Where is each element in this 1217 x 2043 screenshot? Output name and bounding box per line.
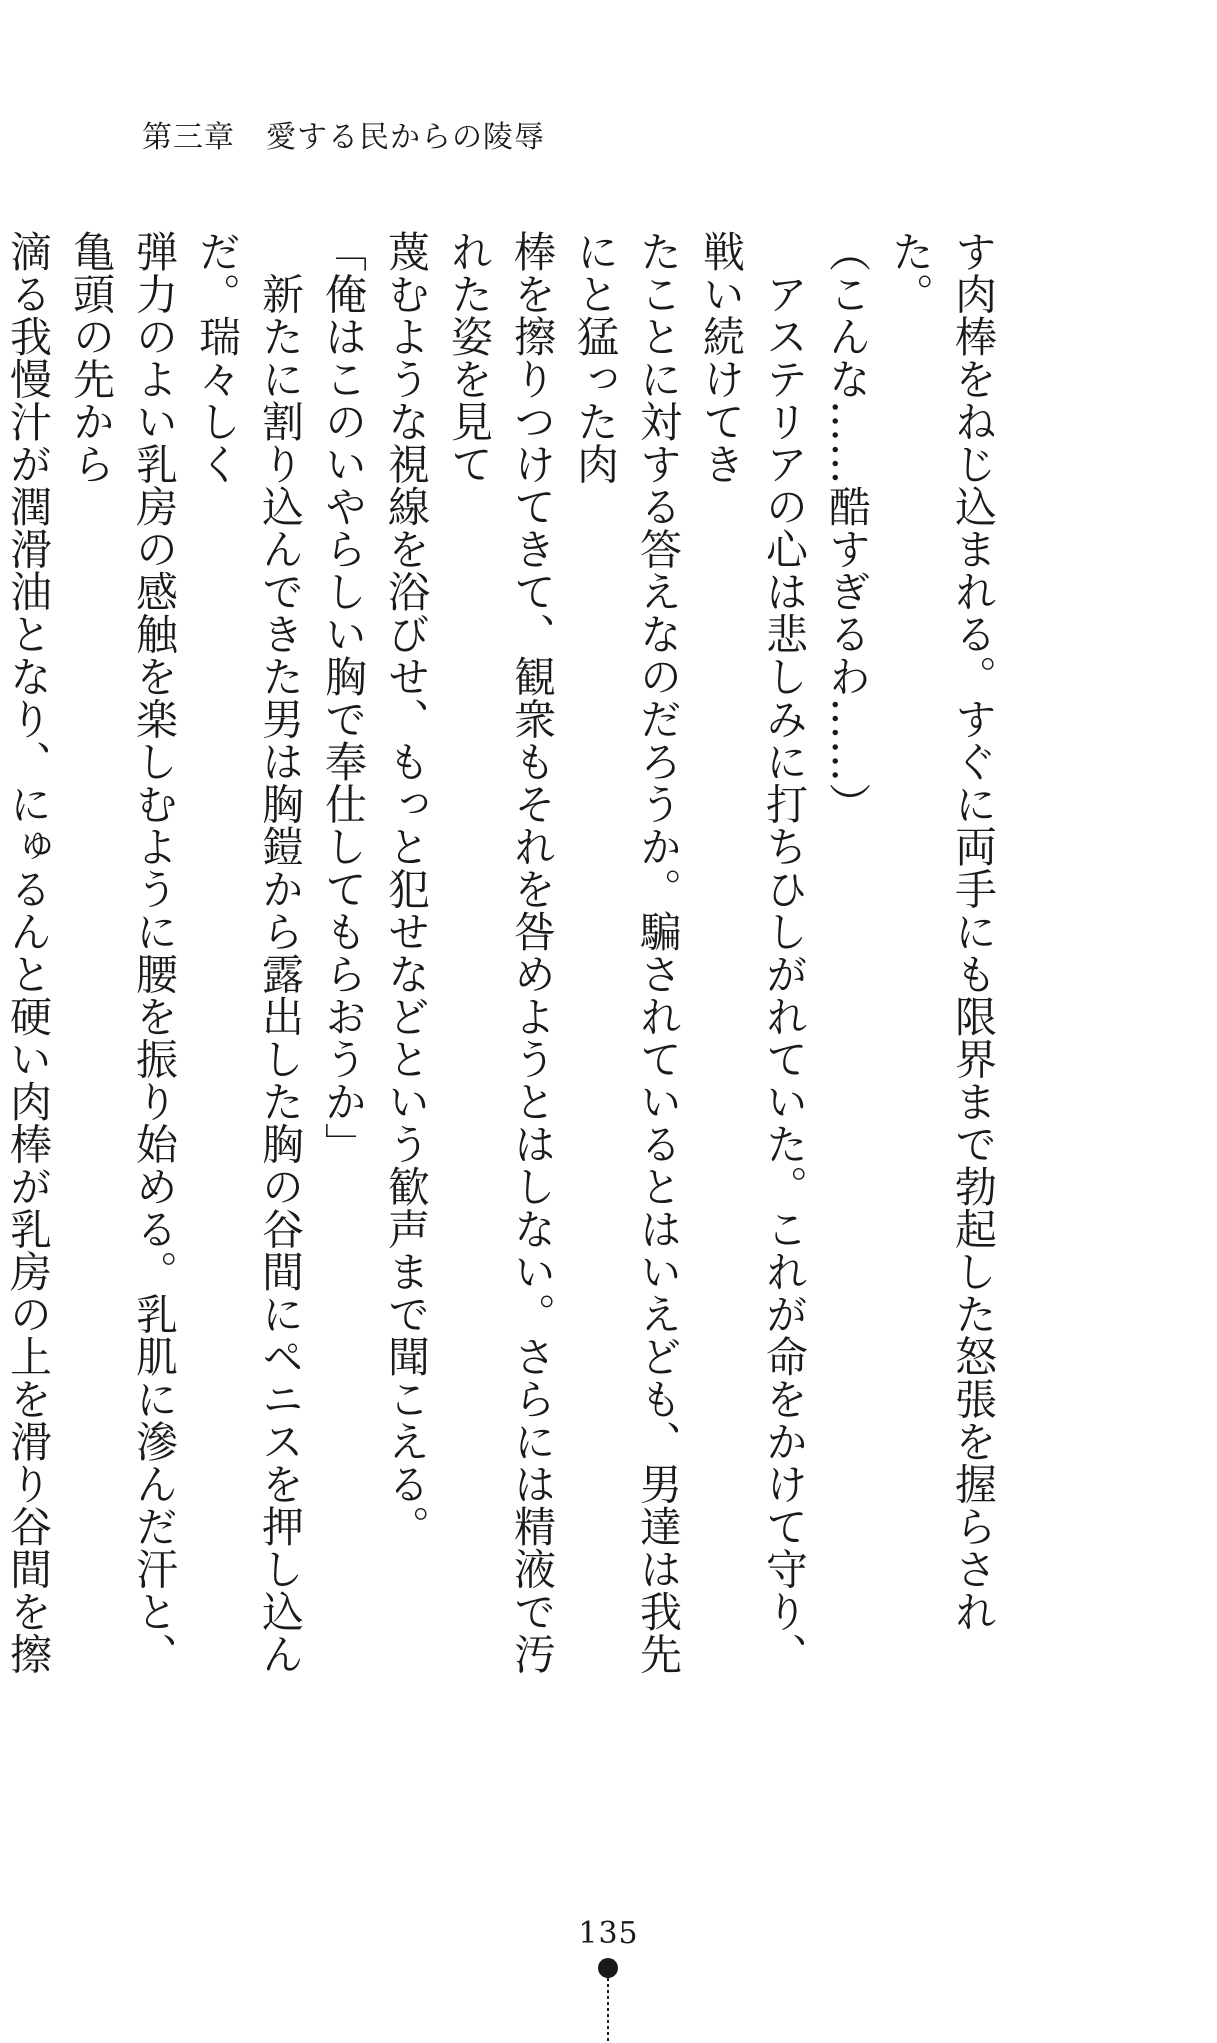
- text-line: 「俺はこのいやらしい胸で奉仕してもらおうか」: [319, 230, 368, 1165]
- page-marker-line: [607, 1978, 609, 2043]
- text-line: たことに対する答えなのだろうか。騙されているとはいえども、男達は我先にと猛った肉: [571, 230, 683, 1675]
- text-line: 蔑むような視線を浴びせ、もっと犯せなどという歓声まで聞こえる。: [382, 230, 431, 1548]
- text-line: す肉棒をねじ込まれる。すぐに両手にも限界まで勃起した怒張を握らされた。: [886, 230, 998, 1633]
- page-number: 135: [578, 1916, 639, 1951]
- text-line: 滴る我慢汁が潤滑油となり、にゅるんと硬い肉棒が乳房の上を滑り谷間を擦: [4, 230, 53, 1675]
- text-line: 新たに割り込んできた男は胸鎧から露出した胸の谷間にペニスを押し込んだ。瑞々しく: [193, 230, 305, 1675]
- text-line: アステリアの心は悲しみに打ちひしがれていた。これが命をかけて守り、戦い続けてき: [697, 230, 809, 1675]
- page-marker-dot-icon: [598, 1958, 618, 1978]
- text-line: 弾力のよい乳房の感触を楽しむように腰を振り始める。乳肌に滲んだ汗と、亀頭の先から: [67, 230, 179, 1675]
- text-line: 棒を擦りつけてきて、観衆もそれを咎めようとはしない。さらには精液で汚れた姿を見て: [445, 230, 557, 1675]
- text-line: （こんな……酷すぎるわ……）: [823, 230, 872, 825]
- body-text: [4, 230, 1005, 1700]
- chapter-title: 第三章 愛する民からの陵辱: [142, 120, 545, 155]
